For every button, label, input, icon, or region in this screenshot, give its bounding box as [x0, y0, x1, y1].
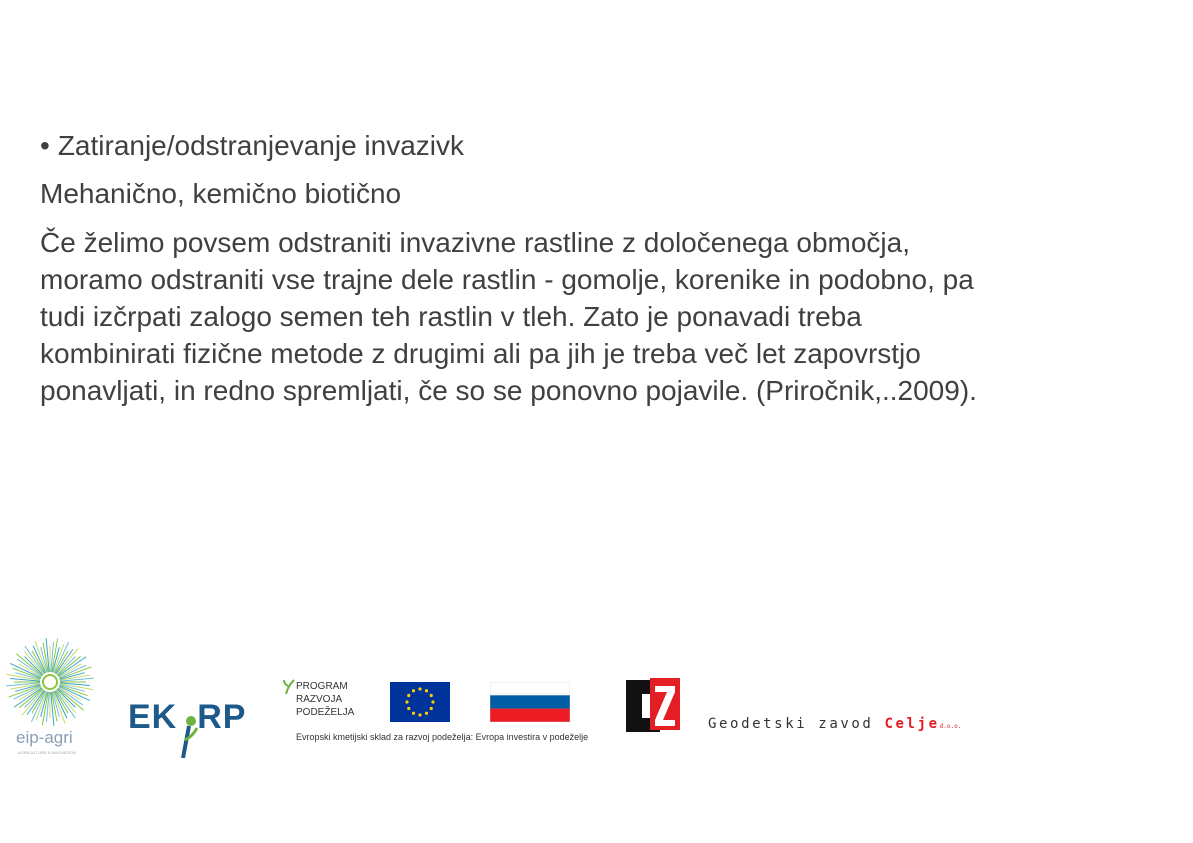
eip-agri-text: eip-agri	[16, 728, 73, 747]
program-title: PROGRAM RAZVOJA PODEŽELJA	[296, 681, 355, 718]
bullet-dot: •	[40, 130, 50, 161]
slide-content	[40, 128, 1150, 409]
program-caption: Evropski kmetijski sklad za razvoj podeželja: Evropa investira v podeželje	[296, 732, 589, 742]
gz-mark-icon	[624, 676, 684, 736]
eip-agri-logo	[4, 636, 96, 762]
geodetski-zavod-logo	[624, 676, 964, 740]
methods-line: Mehanično, kemično biotično	[40, 178, 402, 209]
eu-flag-icon	[390, 682, 450, 722]
paragraph-line: ponavljati, in redno spremljati, če so se ponovno pojavile. (Priročnik,..2009).	[40, 375, 977, 406]
paragraph-line: tudi izčrpati zalogo semen teh rastlin v tleh. Zato je ponavadi treba	[40, 301, 862, 332]
slovenia-flag-icon	[490, 682, 570, 722]
bullet-item	[40, 128, 1150, 164]
program-razvoja-logo	[280, 674, 589, 754]
paragraph-line: moramo odstraniti vse trajne dele rastlin - gomolje, korenike in podobno, pa	[40, 264, 974, 295]
logo-strip	[0, 630, 1193, 770]
ekrp-text-right: RP	[197, 698, 247, 736]
ekrp-text-left: EK	[128, 698, 178, 736]
bullet-text: Zatiranje/odstranjevanje invazivk	[57, 130, 465, 161]
ekrp-wordmark	[128, 698, 246, 737]
ekrp-logo	[128, 678, 252, 740]
paragraph	[40, 224, 1120, 409]
eip-sunburst-icon	[4, 636, 96, 728]
eip-agri-subtext: AGRICULTURE & INNOVATION	[18, 750, 76, 755]
paragraph-line: kombinirati fizične metode z drugimi ali pa jih je treba več let zapovrstjo	[40, 338, 921, 369]
paragraph-line: Če želimo povsem odstraniti invazivne rastline z določenega območja,	[40, 227, 910, 258]
gz-name: Geodetski zavod Celjed.o.o.	[708, 716, 962, 732]
